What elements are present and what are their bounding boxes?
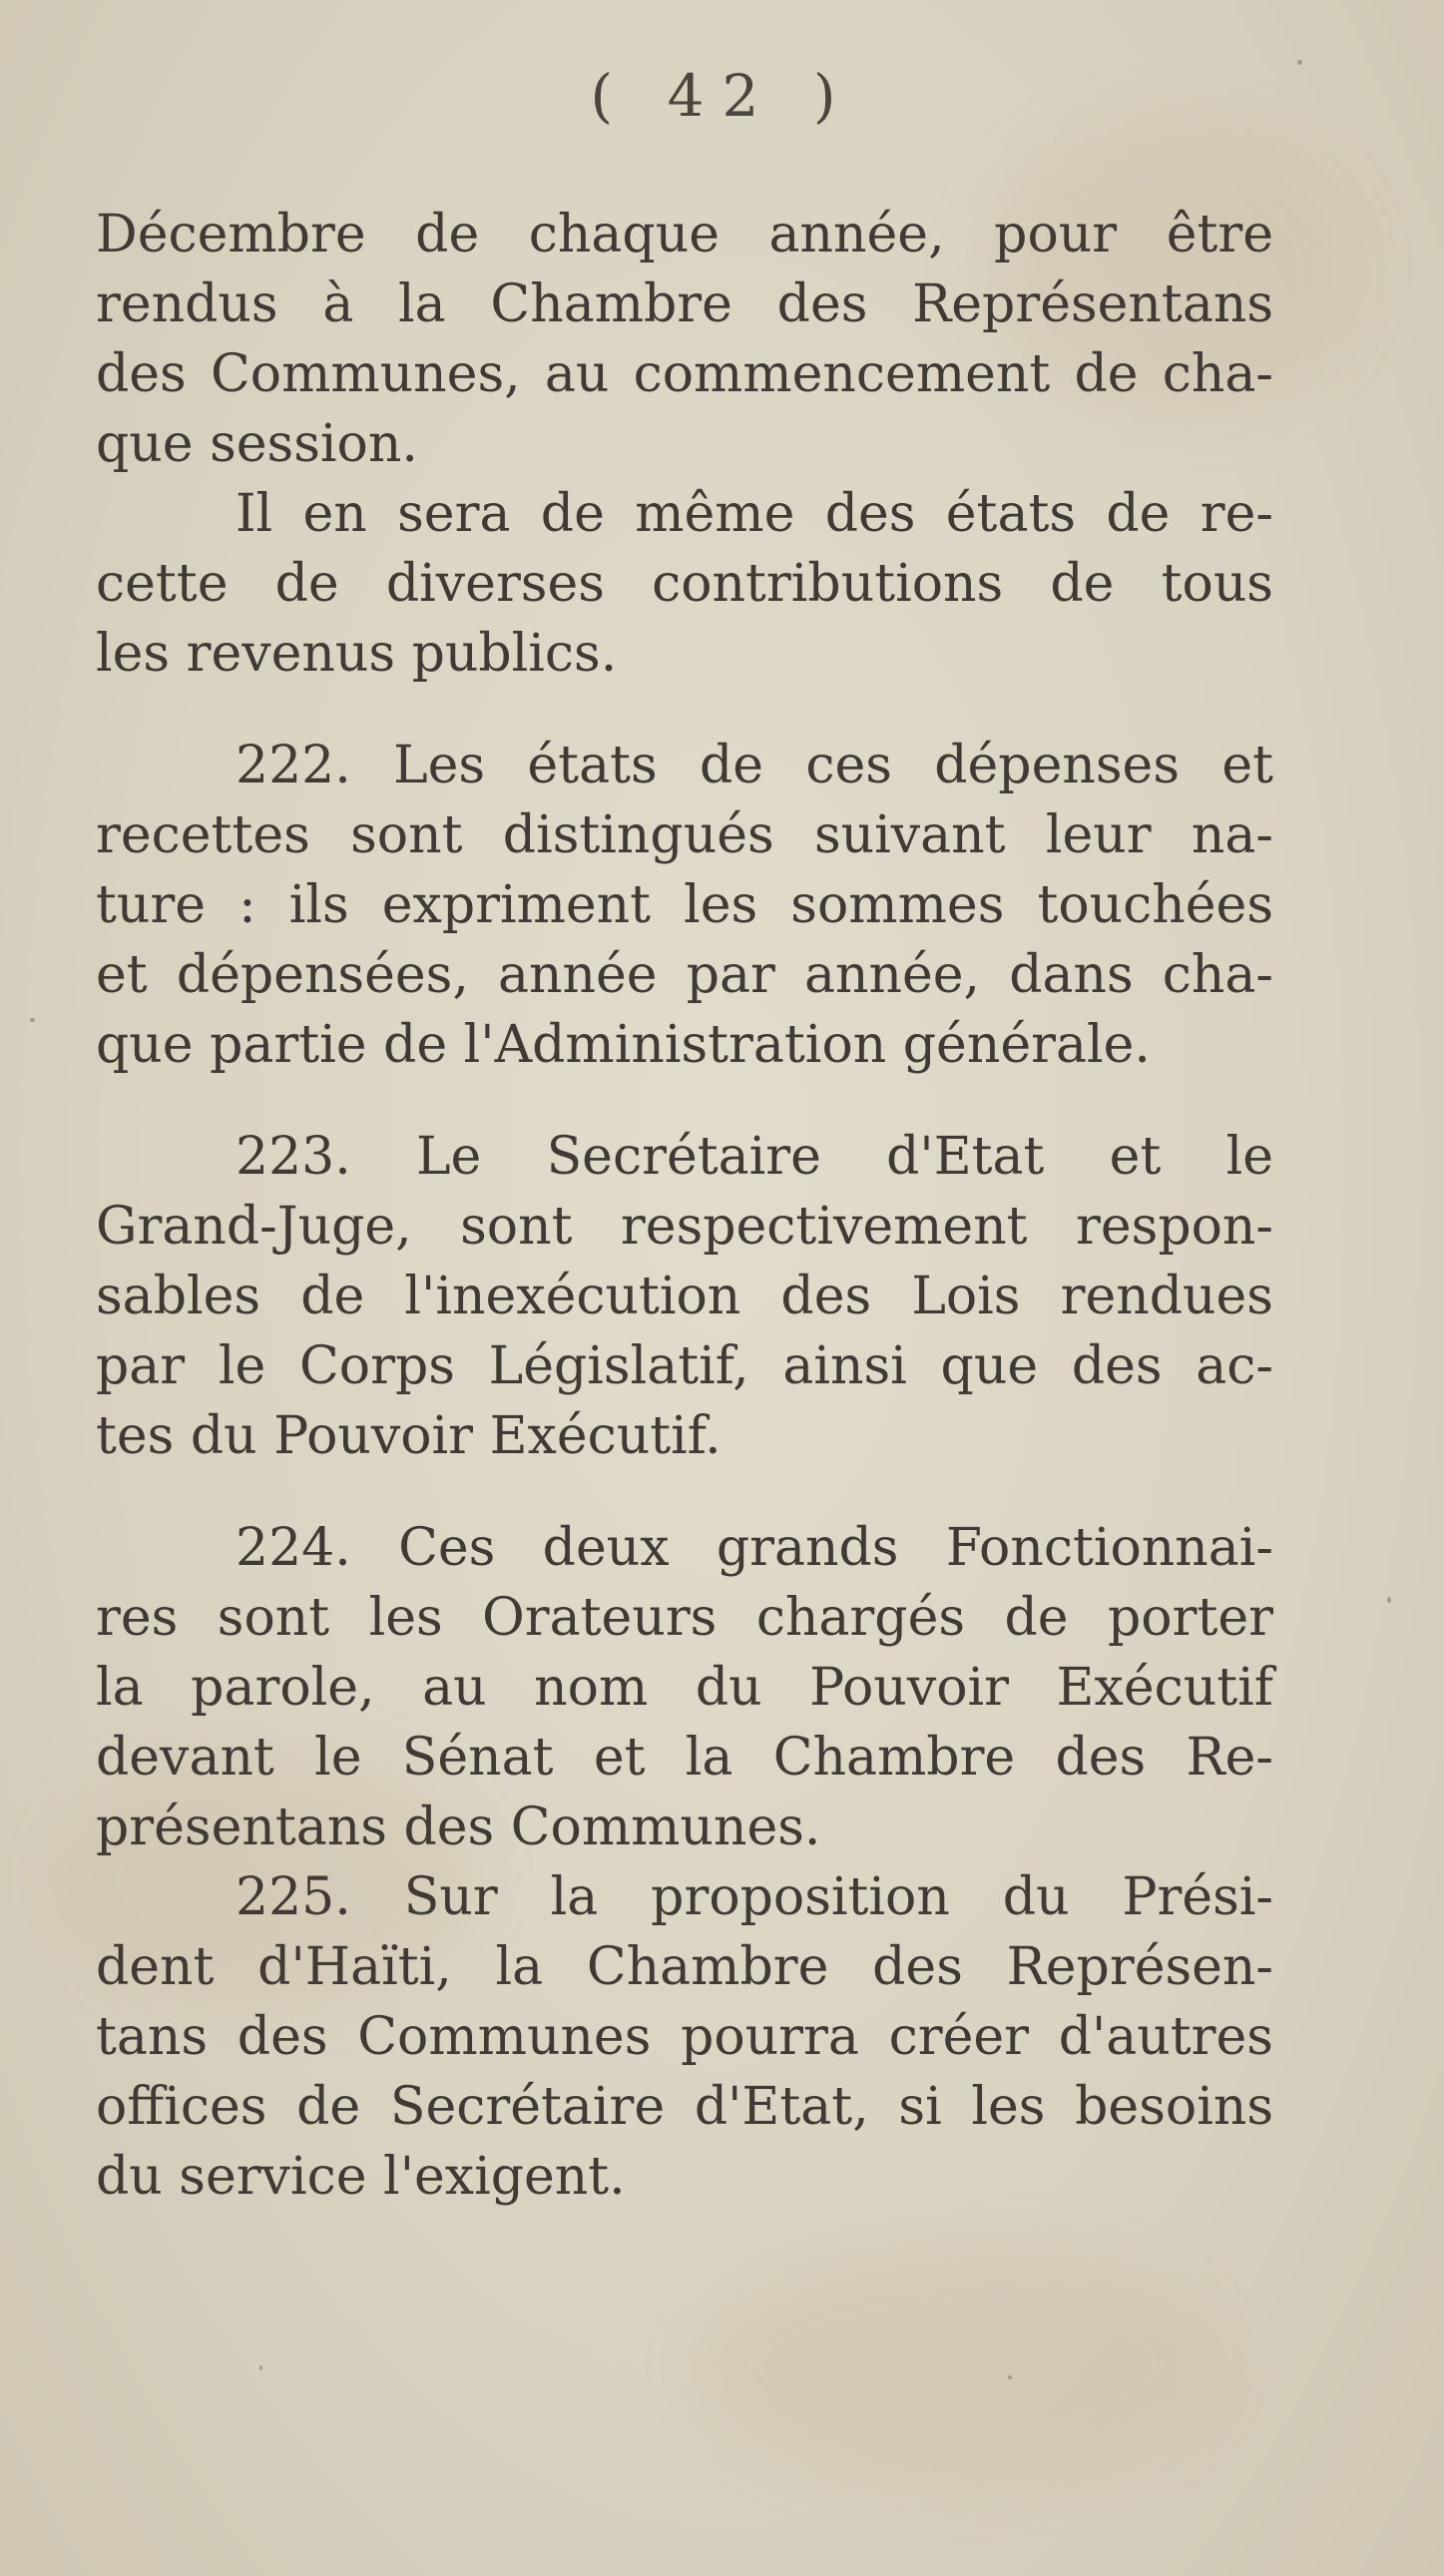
text-line: 222. Les états de ces dépenses et <box>236 736 1273 795</box>
paper-speck <box>259 2365 262 2370</box>
body-text <box>96 200 1273 2212</box>
article-222 <box>96 731 1273 1080</box>
text-line: les revenus publics. <box>96 624 618 684</box>
paper-speck <box>30 1018 35 1022</box>
text-line: recettes sont distingués suivant leur na- <box>96 805 1273 865</box>
text-line: dent d'Haïti, la Chambre des Représen- <box>96 1937 1273 1997</box>
text-line: Décembre de chaque année, pour être <box>96 205 1273 264</box>
text-line: par le Corps Législatif, ainsi que des ac- <box>96 1336 1273 1396</box>
text-line: la parole, au nom du Pouvoir Exécutif <box>96 1658 1273 1718</box>
paper-speck <box>1387 1597 1391 1603</box>
text-line: devant le Sénat et la Chambre des Re- <box>96 1728 1273 1788</box>
text-line: Grand-Juge, sont respectivement respon- <box>96 1197 1273 1257</box>
paper-speck <box>1008 2375 1012 2379</box>
article-224 <box>96 1513 1273 1862</box>
text-line: offices de Secrétaire d'Etat, si les besoins <box>96 2077 1273 2137</box>
text-line: que partie de l'Administration générale. <box>96 1015 1151 1075</box>
text-line: rendus à la Chambre des Représentans <box>96 274 1273 334</box>
paper-stain <box>699 2246 1217 2485</box>
text-line: que session. <box>96 414 418 474</box>
text-line: 223. Le Secrétaire d'Etat et le <box>236 1127 1273 1187</box>
text-line: cette de diverses contributions de tous <box>96 554 1273 614</box>
text-line: et dépensées, année par année, dans cha- <box>96 945 1273 1005</box>
text-line: Il en sera de même des états de re- <box>236 484 1273 544</box>
text-line: ture : ils expriment les sommes touchées <box>96 875 1273 935</box>
paragraph-continuation <box>96 200 1273 479</box>
text-line: res sont les Orateurs chargés de porter <box>96 1588 1273 1648</box>
text-line: des Communes, au commencement de cha- <box>96 344 1273 404</box>
text-line: du service l'exigent. <box>96 2147 626 2207</box>
text-line: 225. Sur la proposition du Prési- <box>236 1867 1273 1927</box>
text-line: tans des Communes pourra créer d'autres <box>96 2007 1273 2067</box>
text-line: 224. Ces deux grands Fonctionnai- <box>236 1518 1273 1578</box>
article-225 <box>96 1862 1273 2212</box>
text-line: tes du Pouvoir Exécutif. <box>96 1406 722 1466</box>
paragraph-revenus <box>96 479 1273 689</box>
text-line: sables de l'inexécution des Lois rendues <box>96 1267 1273 1326</box>
article-223 <box>96 1122 1273 1471</box>
page-number: ( 42 ) <box>590 62 854 130</box>
text-line: présentans des Communes. <box>96 1798 821 1857</box>
